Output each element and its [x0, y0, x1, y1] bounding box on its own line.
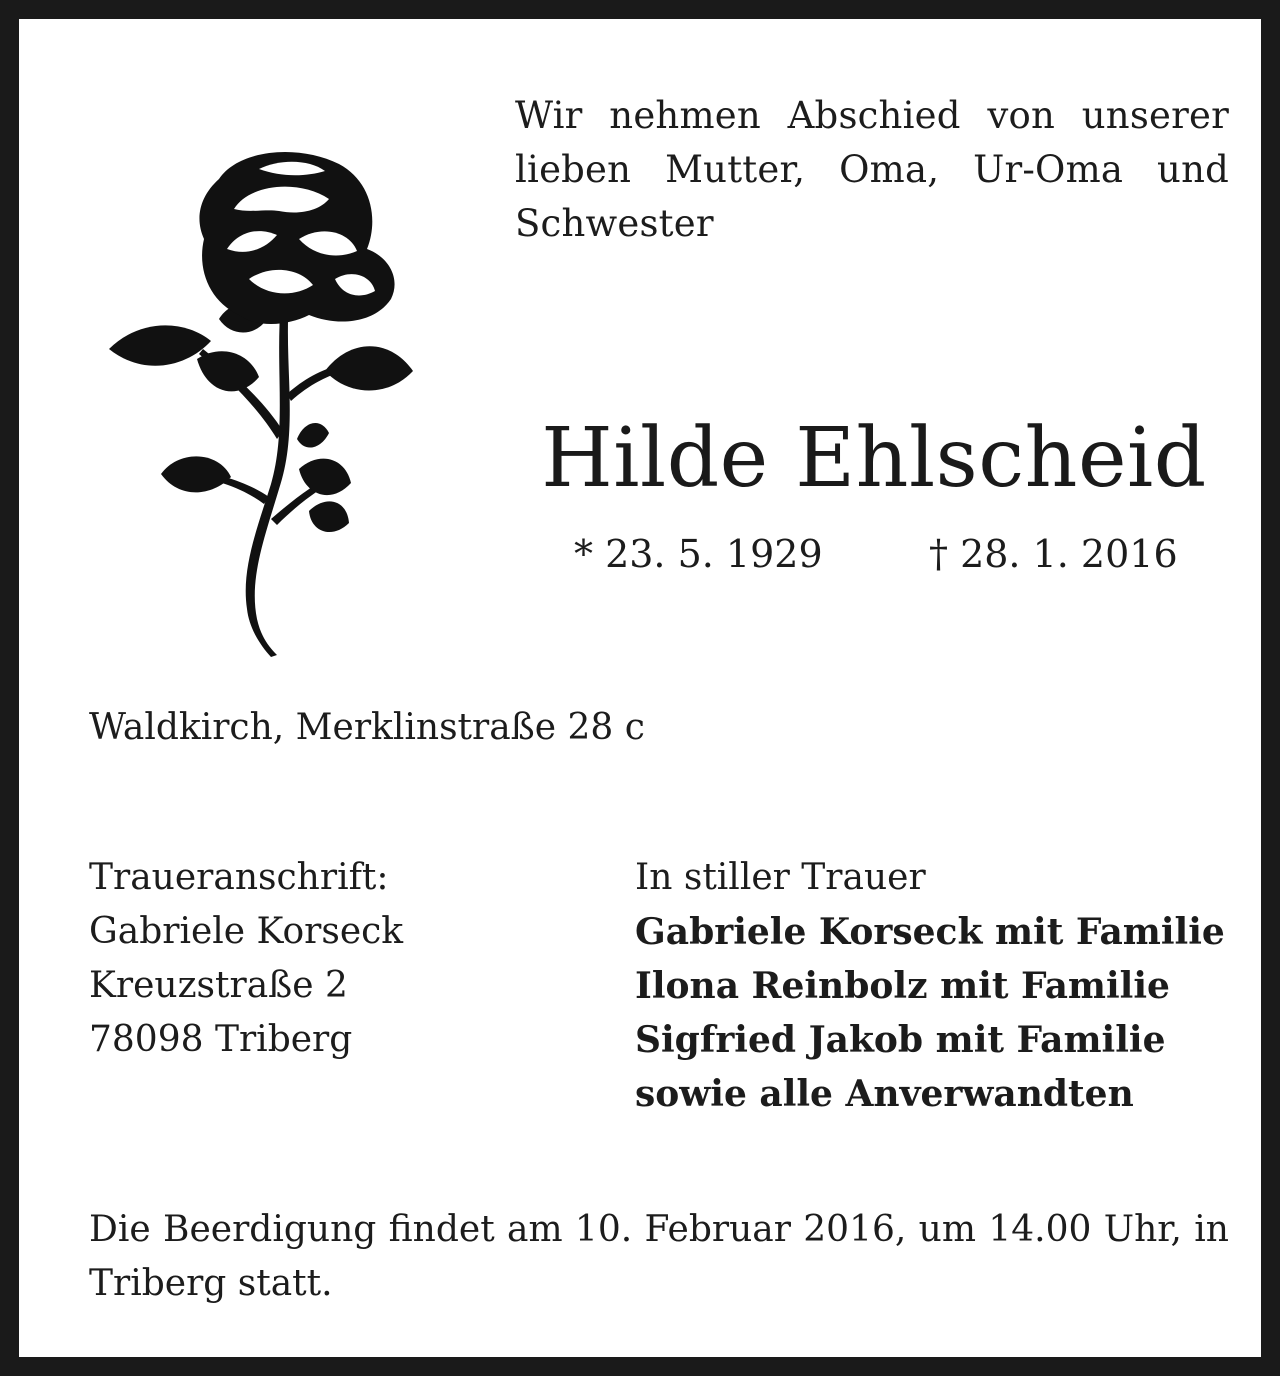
mourning-address-name: Gabriele Korseck: [89, 911, 404, 952]
deceased-name: Hilde Ehlscheid: [541, 411, 1207, 506]
funeral-line-2: Triberg statt.: [89, 1263, 333, 1304]
funeral-line-1: Die Beerdigung findet am 10. Februar 2016, um 14.00 Uhr, in: [89, 1209, 1229, 1250]
mourners-intro: In stiller Trauer: [635, 857, 926, 898]
mourning-address-city: 78098 Triberg: [89, 1019, 353, 1060]
mourning-address: [89, 851, 403, 1067]
residence: Waldkirch, Merklinstraße 28 c: [89, 707, 645, 748]
birth-date: * 23. 5. 1929: [574, 532, 823, 576]
mourner-line: Ilona Reinbolz mit Familie: [635, 965, 1170, 1007]
farewell-text: [515, 89, 1229, 251]
rose-icon: [99, 139, 429, 659]
farewell-line-3: Schwester: [515, 202, 714, 245]
mourning-address-label: Traueranschrift:: [89, 857, 389, 898]
mourner-line: Sigfried Jakob mit Familie: [635, 1019, 1166, 1061]
mourners-list: [635, 851, 1225, 1121]
farewell-line-2: lieben Mutter, Oma, Ur-Oma und: [515, 148, 1229, 191]
mourner-line: Gabriele Korseck mit Familie: [635, 911, 1225, 953]
funeral-notice: [89, 1203, 1229, 1311]
mourner-line: sowie alle Anverwandten: [635, 1073, 1134, 1115]
death-date: † 28. 1. 2016: [929, 532, 1178, 576]
mourning-address-street: Kreuzstraße 2: [89, 965, 348, 1006]
farewell-line-1: Wir nehmen Abschied von unserer: [515, 94, 1229, 137]
